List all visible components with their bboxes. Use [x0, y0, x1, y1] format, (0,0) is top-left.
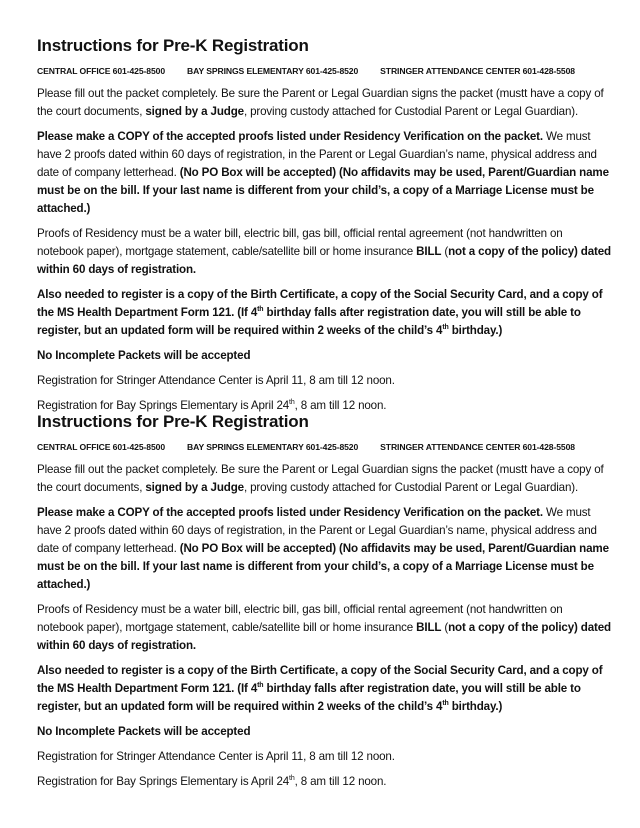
ordinal-suffix: th	[442, 700, 449, 708]
bold-text: signed by a Judge	[145, 105, 244, 118]
text-run: , proving custody attached for Custodial Parent or Legal Guardian).	[243, 105, 579, 118]
contact-numbers	[37, 66, 612, 76]
contact-entry: BAY SPRINGS ELEMENTARY 601-425-8520	[187, 442, 359, 452]
text-run: We must have 2 proofs dated within 60 days of registration, in the Parent or Legal Guardian’s name, physical address and date of company letterhead.	[37, 506, 597, 555]
bold-text: No Incomplete Packets will be accepted	[37, 349, 251, 362]
instruction-paragraph	[37, 662, 612, 716]
text-run: (	[441, 245, 449, 258]
instruction-paragraph	[37, 225, 612, 279]
text-run: Registration for Stringer Attendance Center is April 11, 8 am till 12 noon.	[37, 750, 395, 763]
text-run: , proving custody attached for Custodial Parent or Legal Guardian).	[243, 481, 579, 494]
bold-text: (No PO Box will be accepted) (No affidavits may be used, Parent/Guardian name must be on the bill. If your last name is different from your child’s, a copy of a Marriage License must be attached.)	[37, 542, 609, 591]
bold-text: Also needed to register is a copy of the Birth Certificate, a copy of the Social Security Card, and a copy of the MS Health Department Form 121. (If 4	[37, 288, 603, 319]
instructions-section	[37, 412, 612, 798]
ordinal-suffix: th	[289, 399, 295, 407]
instruction-paragraph	[37, 372, 612, 390]
text-run: (	[441, 621, 449, 634]
text-run: Registration for Bay Springs Elementary is April 24	[37, 399, 290, 412]
instruction-paragraph	[37, 723, 612, 741]
contact-entry: CENTRAL OFFICE 601-425-8500	[37, 66, 166, 76]
text-run: Proofs of Residency must be a water bill, electric bill, gas bill, official rental agreement (not handwritten on notebook paper), mortgage statement, cable/satellite bill or home insurance	[37, 227, 563, 258]
ordinal-suffix: th	[257, 306, 264, 314]
ordinal-suffix: th	[289, 775, 295, 783]
text-run: , 8 am till 12 noon.	[294, 775, 387, 788]
text-run: Please fill out the packet completely. Be sure the Parent or Legal Guardian signs the packet (mustt have a copy of the court documents,	[37, 463, 604, 494]
bold-text: not a copy of the policy) dated within 60 days of registration.	[37, 621, 611, 652]
bold-text: birthday falls after registration date, you will still be able to register, but an updated form will be required within 2 weeks of the child’s 4	[37, 682, 581, 713]
bold-text: not a copy of the policy) dated within 60 days of registration.	[37, 245, 611, 276]
bold-text: BILL	[416, 621, 442, 634]
ordinal-suffix: th	[442, 324, 449, 332]
instructions-section	[37, 36, 612, 422]
instruction-paragraph	[37, 128, 612, 218]
bold-text: Also needed to register is a copy of the Birth Certificate, a copy of the Social Security Card, and a copy of the MS Health Department Form 121. (If 4	[37, 664, 603, 695]
instruction-paragraph	[37, 85, 612, 121]
instruction-paragraph	[37, 773, 612, 791]
bold-text: birthday.)	[448, 700, 503, 713]
instruction-paragraph	[37, 504, 612, 594]
bold-text: signed by a Judge	[145, 481, 244, 494]
instruction-paragraph	[37, 286, 612, 340]
section-title: Instructions for Pre-K Registration	[37, 412, 309, 431]
bold-text: birthday.)	[448, 324, 503, 337]
contact-entry: STRINGER ATTENDANCE CENTER 601-428-5508	[380, 442, 575, 452]
bold-text: (No PO Box will be accepted) (No affidavits may be used, Parent/Guardian name must be on the bill. If your last name is different from your child’s, a copy of a Marriage License must be attached.)	[37, 166, 609, 215]
contact-entry: STRINGER ATTENDANCE CENTER 601-428-5508	[380, 66, 575, 76]
bold-text: No Incomplete Packets will be accepted	[37, 725, 251, 738]
text-run: We must have 2 proofs dated within 60 days of registration, in the Parent or Legal Guardian’s name, physical address and date of company letterhead.	[37, 130, 597, 179]
instruction-paragraph	[37, 748, 612, 766]
text-run: Please fill out the packet completely. Be sure the Parent or Legal Guardian signs the packet (mustt have a copy of the court documents,	[37, 87, 604, 118]
instruction-paragraph	[37, 461, 612, 497]
bold-text: Please make a COPY of the accepted proofs listed under Residency Verification on the packet.	[37, 506, 543, 519]
contact-entry: CENTRAL OFFICE 601-425-8500	[37, 442, 166, 452]
bold-text: Please make a COPY of the accepted proofs listed under Residency Verification on the packet.	[37, 130, 543, 143]
instruction-paragraph	[37, 601, 612, 655]
bold-text: birthday falls after registration date, you will still be able to register, but an updated form will be required within 2 weeks of the child’s 4	[37, 306, 581, 337]
section-title: Instructions for Pre-K Registration	[37, 36, 309, 55]
instruction-paragraph	[37, 347, 612, 365]
text-run: Proofs of Residency must be a water bill, electric bill, gas bill, official rental agreement (not handwritten on notebook paper), mortgage statement, cable/satellite bill or home insurance	[37, 603, 563, 634]
text-run: , 8 am till 12 noon.	[294, 399, 387, 412]
contact-entry: BAY SPRINGS ELEMENTARY 601-425-8520	[187, 66, 359, 76]
text-run: Registration for Bay Springs Elementary is April 24	[37, 775, 290, 788]
text-run: Registration for Stringer Attendance Center is April 11, 8 am till 12 noon.	[37, 374, 395, 387]
contact-numbers	[37, 442, 612, 452]
bold-text: BILL	[416, 245, 442, 258]
ordinal-suffix: th	[257, 682, 264, 690]
